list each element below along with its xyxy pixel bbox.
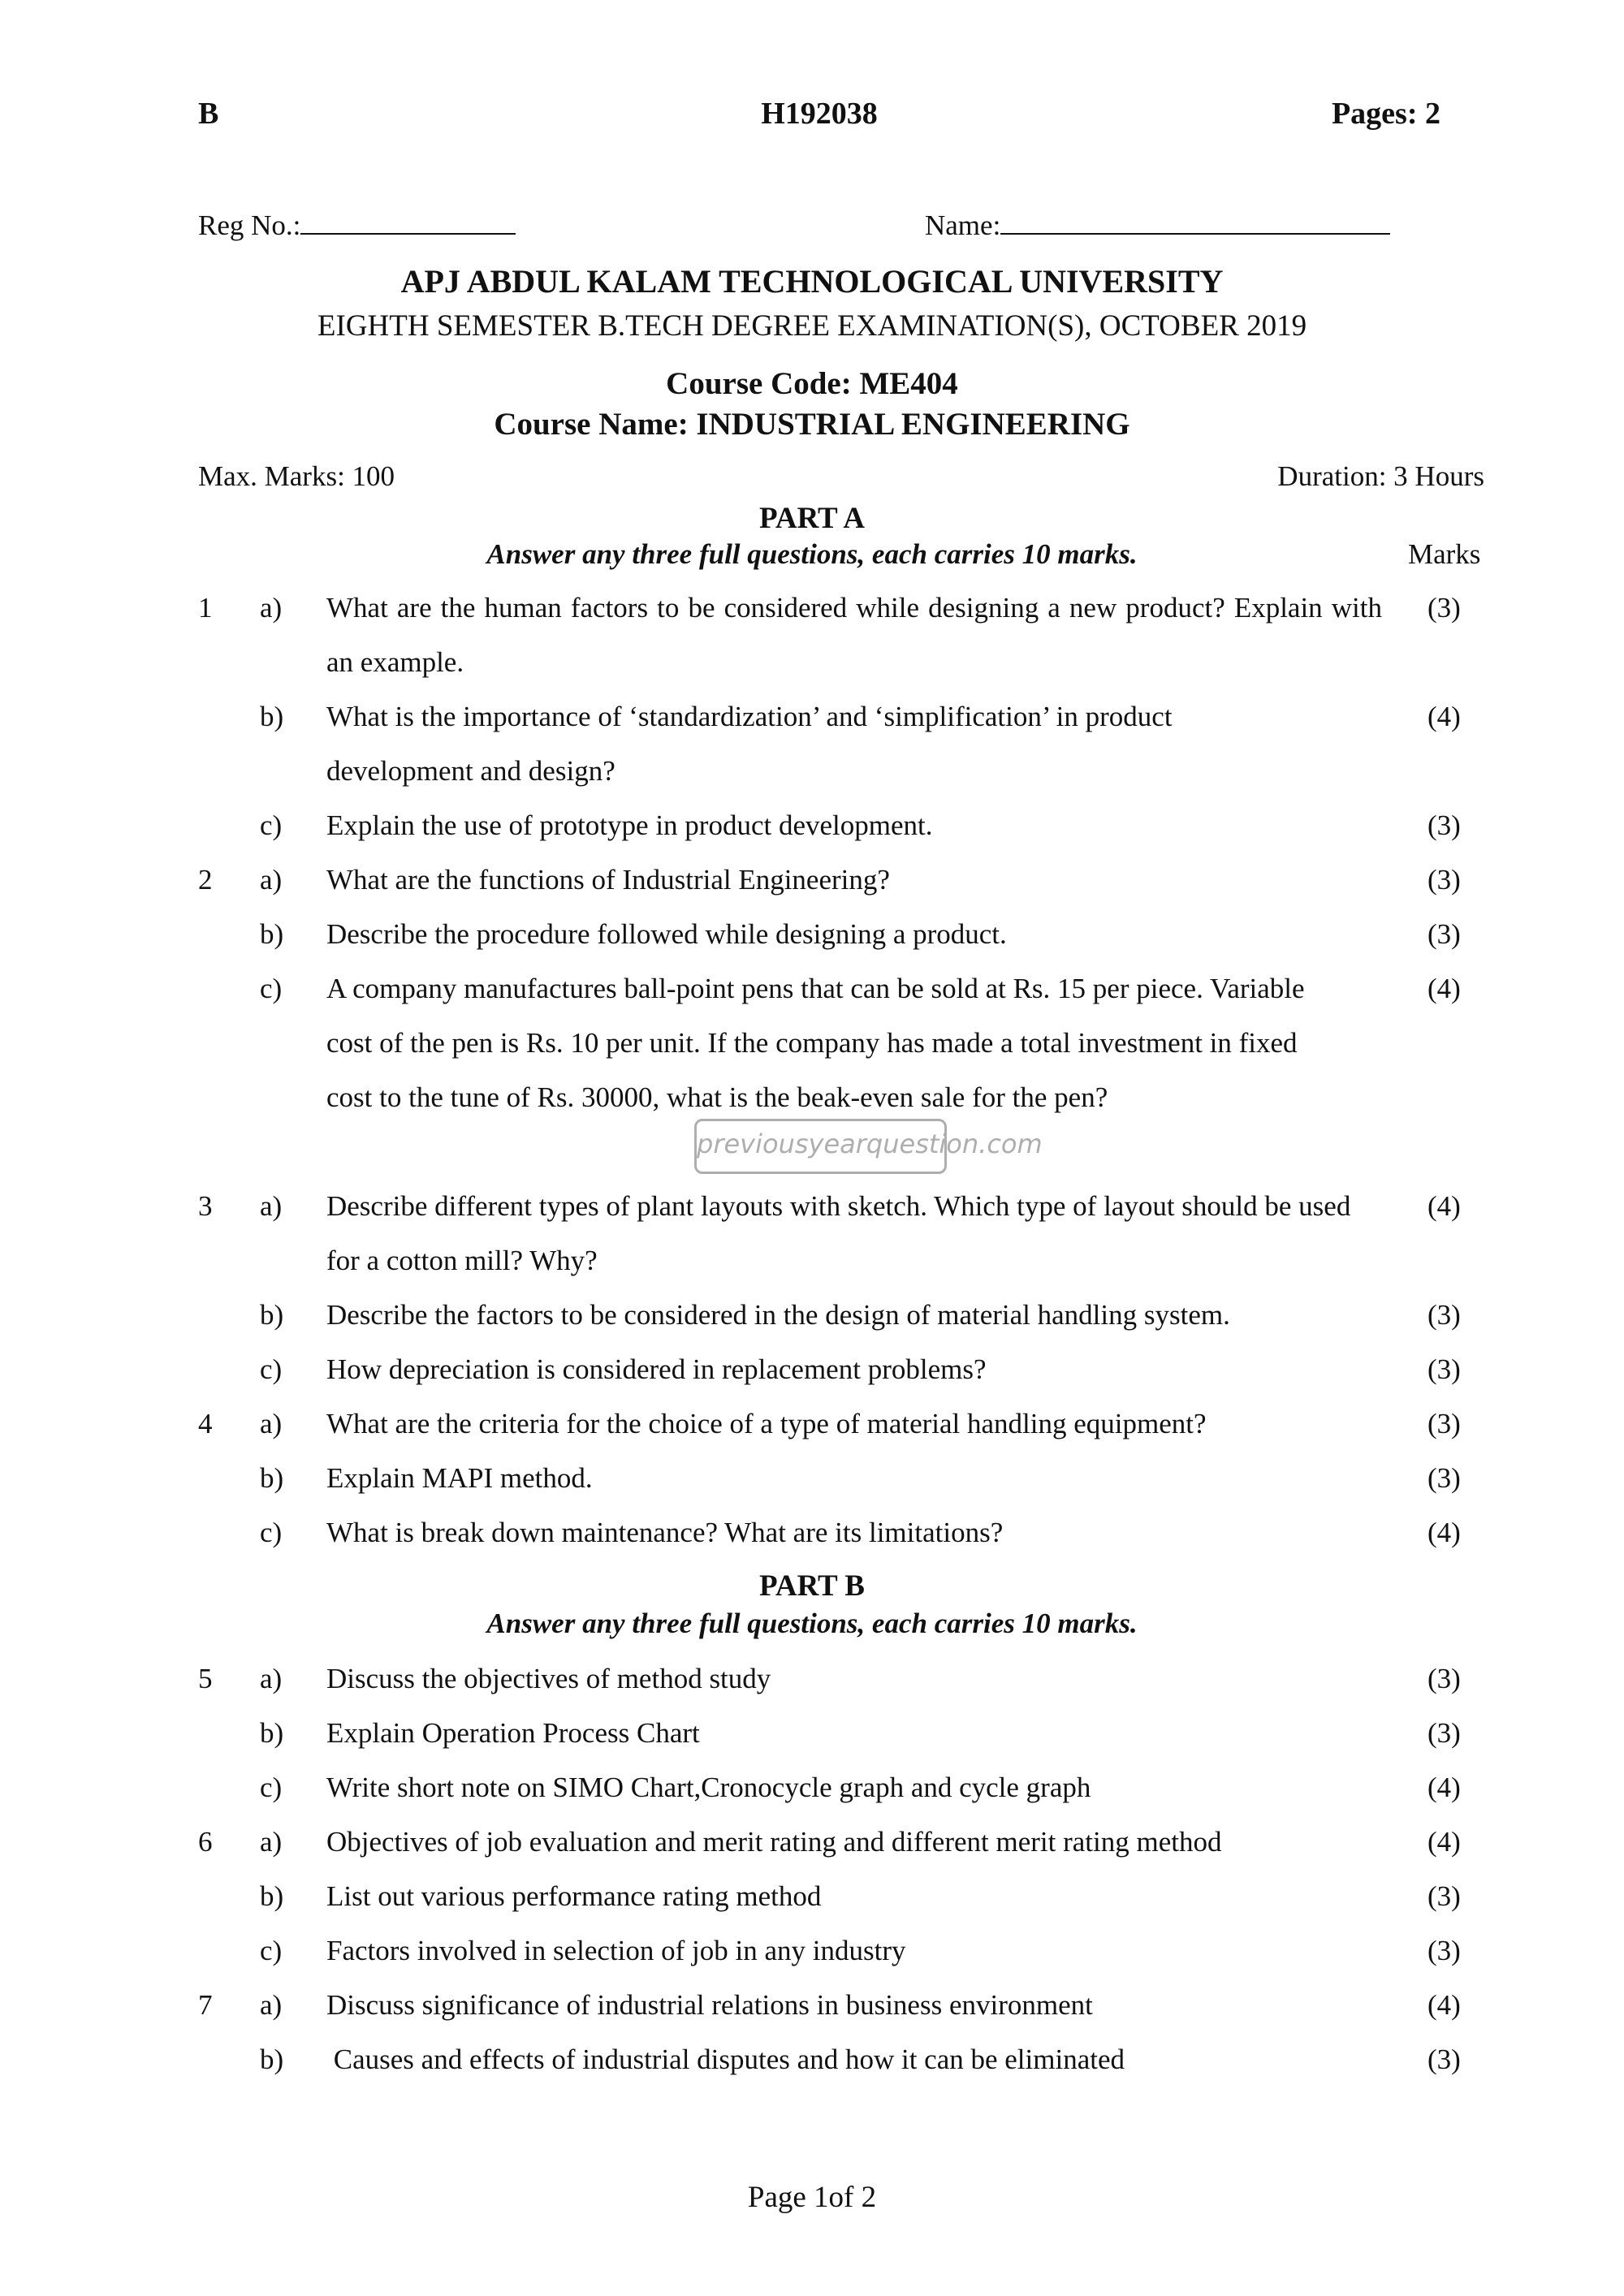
sub-label: a)	[260, 1826, 283, 1858]
question-marks: (3)	[1427, 2044, 1461, 2075]
watermark-logo: previousyearquestion.com	[694, 1119, 947, 1174]
sub-label: a)	[260, 592, 283, 624]
question-text: List out various performance rating method	[326, 1880, 822, 1912]
question-marks: (4)	[1427, 1190, 1461, 1222]
sub-label: a)	[260, 1663, 283, 1694]
question-text: What are the human factors to be considered while designing a new product? Explain with an example.	[326, 592, 1382, 678]
question-number: 2	[198, 864, 213, 896]
sub-label: b)	[260, 1462, 284, 1494]
question-text: Describe different types of plant layouts with sketch. Which type of layout should be used for a cotton mill? Why?	[326, 1190, 1351, 1276]
question-text: What are the criteria for the choice of a type of material handling equipment?	[326, 1408, 1207, 1439]
question-marks: (3)	[1427, 1299, 1461, 1331]
reg-no-blank	[300, 205, 516, 235]
sub-label: a)	[260, 1408, 283, 1439]
part-b-title: PART B	[759, 1569, 865, 1603]
question-number: 7	[198, 1989, 213, 2021]
question-marks: (3)	[1427, 1408, 1461, 1439]
sub-label: c)	[260, 973, 283, 1004]
name-blank	[1000, 205, 1390, 235]
part-b-instruction: Answer any three full questions, each carries 10 marks.	[486, 1608, 1138, 1639]
page-count: Pages: 2	[1331, 97, 1440, 131]
question-marks: (3)	[1427, 1462, 1461, 1494]
question-marks: (4)	[1427, 701, 1461, 732]
question-text: Factors involved in selection of job in any industry	[326, 1935, 906, 1966]
question-marks: (4)	[1427, 973, 1461, 1004]
page-footer: Page 1of 2	[747, 2181, 877, 2214]
sub-label: c)	[260, 1517, 283, 1548]
question-marks: (4)	[1427, 1989, 1461, 2021]
sub-label: c)	[260, 1772, 283, 1803]
question-marks: (3)	[1427, 1880, 1461, 1912]
question-marks: (4)	[1427, 1772, 1461, 1803]
question-text: How depreciation is considered in replacement problems?	[326, 1353, 987, 1385]
question-text: Objectives of job evaluation and merit rating and different merit rating method	[326, 1826, 1222, 1858]
part-a-title: PART A	[759, 502, 865, 535]
course-name: Course Name: INDUSTRIAL ENGINEERING	[494, 407, 1130, 442]
question-text: Causes and effects of industrial disputes and how it can be eliminated	[326, 2044, 1125, 2075]
name-label: Name:	[925, 209, 1001, 241]
question-text: Write short note on SIMO Chart,Cronocycle graph and cycle graph	[326, 1772, 1091, 1803]
sub-label: b)	[260, 918, 284, 950]
question-number: 4	[198, 1408, 213, 1439]
sub-label: b)	[260, 1717, 284, 1749]
question-marks: (4)	[1427, 1826, 1461, 1858]
sub-label: a)	[260, 1190, 283, 1222]
question-marks: (3)	[1427, 1663, 1461, 1694]
question-text: What are the functions of Industrial Engineering?	[326, 864, 890, 896]
sub-label: a)	[260, 864, 283, 896]
question-number: 5	[198, 1663, 213, 1694]
course-code: Course Code: ME404	[666, 366, 958, 401]
header-line	[198, 96, 1440, 136]
question-text: Discuss the objectives of method study	[326, 1663, 771, 1694]
part-a-instruction: Answer any three full questions, each carries 10 marks.	[486, 538, 1138, 570]
sub-label: c)	[260, 1935, 283, 1966]
exam-title: EIGHTH SEMESTER B.TECH DEGREE EXAMINATION(S), OCTOBER 2019	[317, 309, 1307, 343]
set-code: B	[198, 97, 219, 131]
question-marks: (3)	[1427, 592, 1461, 624]
sub-label: c)	[260, 1353, 283, 1385]
sub-label: b)	[260, 2044, 284, 2075]
marks-column-header: Marks	[1408, 538, 1481, 570]
sub-label: b)	[260, 701, 284, 732]
question-marks: (4)	[1427, 1517, 1461, 1548]
question-text: A company manufactures ball-point pens that can be sold at Rs. 15 per piece. Variable cost of the pen is Rs. 10 per unit. If the company has made a total investment in fixed cost to the tune of Rs. 30000, what is the beak-even sale for the pen?	[326, 973, 1305, 1113]
sub-label: b)	[260, 1880, 284, 1912]
reg-no-label: Reg No.:	[198, 209, 301, 241]
question-number: 1	[198, 592, 213, 624]
question-text: Explain Operation Process Chart	[326, 1717, 700, 1749]
question-number: 6	[198, 1826, 213, 1858]
question-text: Explain MAPI method.	[326, 1462, 593, 1494]
question-marks: (3)	[1427, 864, 1461, 896]
question-text: What is break down maintenance? What are its limitations?	[326, 1517, 1004, 1548]
question-number: 3	[198, 1190, 213, 1222]
marks-duration-line	[198, 460, 1484, 493]
question-marks: (3)	[1427, 1935, 1461, 1966]
sub-label: a)	[260, 1989, 283, 2021]
question-text: Discuss significance of industrial relations in business environment	[326, 1989, 1093, 2021]
question-text: What is the importance of ‘standardization’ and ‘simplification’ in product development and design?	[326, 701, 1173, 787]
question-marks: (3)	[1427, 918, 1461, 950]
sub-label: b)	[260, 1299, 284, 1331]
duration: Duration: 3 Hours	[1277, 460, 1484, 492]
paper-code: H192038	[761, 97, 878, 131]
id-line	[198, 205, 1416, 245]
question-marks: (3)	[1427, 1353, 1461, 1385]
question-marks: (3)	[1427, 809, 1461, 841]
question-marks: (3)	[1427, 1717, 1461, 1749]
university-name: APJ ABDUL KALAM TECHNOLOGICAL UNIVERSITY	[400, 263, 1224, 300]
question-text: Describe the procedure followed while designing a product.	[326, 918, 1007, 950]
question-text: Explain the use of prototype in product development.	[326, 809, 933, 841]
question-text: Describe the factors to be considered in the design of material handling system.	[326, 1299, 1230, 1331]
max-marks: Max. Marks: 100	[198, 460, 395, 492]
sub-label: c)	[260, 809, 283, 841]
